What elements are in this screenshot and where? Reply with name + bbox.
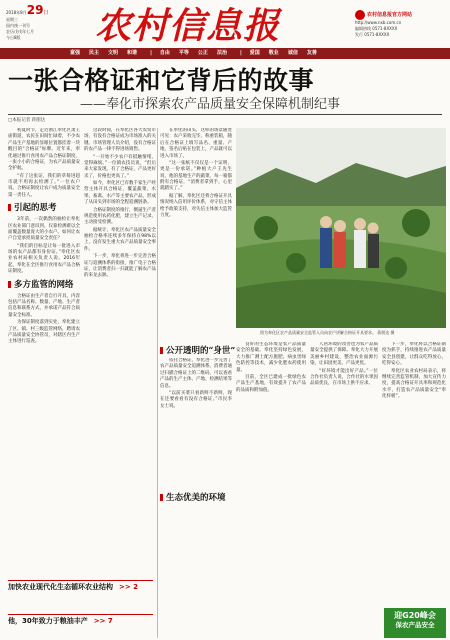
article-column-4	[160, 358, 232, 486]
section-heading: 生态优美的环境	[160, 493, 300, 505]
site-name: 农村信息报官方网站	[367, 12, 413, 18]
section-heading: 多方监管的网络	[8, 279, 80, 291]
nav-item: 爱国	[249, 50, 260, 57]
issue-info	[6, 4, 54, 42]
paragraph: 下一步，奉化将进一步完善合格证与追溯体系的衔接，推广电子合格证，让消费者扫一扫就能了解农产品的来龙去脉。	[84, 254, 156, 279]
article-byline: □本报记者 蒋朋达	[8, 118, 46, 123]
paragraph: 合格证制度的推行，倒逼生产者规范使用农药化肥，建立生产记录，主动接受检测。	[84, 207, 156, 226]
issue-day: 29	[26, 3, 44, 17]
issue-day-suffix: 日	[43, 10, 49, 16]
nav-separator: |	[150, 50, 152, 57]
campaign-banner	[384, 608, 446, 638]
paragraph: “这一张纸不仅仅是一个证明，更是一份承诺。”种植大户王先生说，他的基地生产的蔬菜，每一箱都附有合格证，“消费者拿到手，心里就踏实了。”	[160, 160, 232, 192]
farm-photo-illustration	[236, 128, 446, 328]
paragraph: “有了这张证，我们的草莓进超市就不用再去检测了。”一位农户说。合格证制度让农户成为质量安全第一责任人。	[8, 173, 80, 198]
newspaper-title: 农村信息报	[95, 5, 281, 47]
nav-item: 富强	[70, 50, 81, 57]
nav-item: 民主	[89, 50, 100, 57]
site-line: 编辑热线 0571-8XXXX	[355, 26, 398, 31]
nav-item: 敬业	[268, 50, 279, 57]
paragraph: 初夏时节，走近浙江奉化区萧王庙街道，农民在田间忙碌着，不少农产品生产基地的显眼位置都挂着一块醒目的“合格证”标牌。近年来，奉化通过推行食用农产品合格证制度，一张小小的合格证，为农产品质量安全护航。	[8, 128, 80, 172]
nav-separator: |	[239, 50, 242, 57]
article-column-2	[84, 128, 156, 556]
article-column-7	[382, 342, 446, 558]
paragraph: 依托合格证，奉化进一步完善了农产品质量安全追溯体系。消费者通过扫描合格证上的二维码，可以查看产品的生产主体、产地、检测结果等信息。	[160, 358, 232, 389]
nav-item: 平等	[178, 50, 189, 57]
promo-title: 加快农业现代化生态循环农业结构	[8, 583, 113, 591]
site-line: 发行 0571-8XXXX	[355, 32, 390, 37]
promo-link[interactable]	[8, 614, 153, 628]
column-divider	[157, 128, 158, 638]
paragraph: 奉化区农业农村局表示，将继续完善监管机制，加大宣传力度，提高合格证开具率和规范化水平，打造农产品质量安全“奉化样板”。	[382, 368, 446, 399]
article-headline: 一张合格证和它背后的故事	[8, 66, 315, 95]
paragraph: 合格证由生产者自行开具，内容包括产品名称、数量、产地、生产者信息和联系方式，并承诺产品符合质量安全标准。	[8, 293, 80, 318]
page-ref: >> 2	[119, 583, 139, 591]
paragraph: 在奉化的田头，这样的场景随处可见：农户采收完毕，称重装箱，随后在合格证上填写品名、重量、产地，签名后贴在包装上，产品就可以进入市场了。	[160, 128, 232, 159]
nav-item: 自由	[159, 50, 170, 57]
news-photo	[236, 128, 446, 328]
nav-item: 公正	[197, 50, 208, 57]
issue-line: 今日8版	[6, 34, 21, 40]
article-column-3	[160, 128, 232, 340]
nav-item: 诚信	[287, 50, 298, 57]
section-heading: 引起的思考	[8, 202, 80, 214]
issue-line: 国内统一刊号	[6, 23, 30, 29]
paragraph: 据统计，奉化区农产品质量安全抽检合格率连续多年保持在98%以上，没有发生重大农产品质量安全事件。	[84, 227, 156, 252]
paragraph: 如今，奉化区已有数千家生产经营主体开具合格证，覆盖蔬菜、水果、畜禽、水产等主要农产品，形成了从田头到市场的全程追溯链条。	[84, 181, 156, 206]
photo-caption: 图为奉化区农产品质量安全监管人员向农户讲解合格证开具要求。 蒋朋达 摄	[260, 330, 395, 335]
headline-divider	[8, 114, 442, 115]
issue-date: 2018年8月	[6, 10, 27, 15]
nav-item: 文明	[108, 50, 119, 57]
site-line[interactable]: http://www.nxb.com.cn	[355, 20, 402, 25]
issue-line: 农历戊戌年七月	[6, 28, 34, 34]
paragraph: 这段时间，在奉化区各大农贸市场，有没有合格证成为市场准入的关键。市场管理人员介绍，没有合格证的农产品一律不得进场销售。	[84, 128, 156, 153]
paragraph: “以前买菜只看新鲜不新鲜，现在还要看看有没有合格证。”市民李女士说。	[160, 390, 232, 409]
promo-link[interactable]	[8, 580, 153, 594]
paragraph: “我们的目标是让每一批进入市场的农产品都有身份证。”奉化区农业农村局相关负责人说。2016年起，奉化在全区推行食用农产品合格证制度。	[8, 243, 80, 275]
section-heading: 公开透明的“身世”	[160, 346, 300, 358]
paragraph: 为保证制度落到实处，奉化建立了区、镇、村三级监管网络，聘请农产品质量安全协管员，对辖区内生产主体进行巡查。	[8, 320, 80, 345]
banner-line: 迎G20峰会	[394, 611, 436, 620]
paragraph: 良好的生态环境是农产品质量安全的基础。奉化坚持绿色发展，大力推广测土配方施肥、病虫害绿色防控等技术，减少化肥农药使用量。	[236, 342, 306, 373]
paragraph: 据了解，奉化区还将合格证开具情况纳入信用评价体系，对守信主体给予政策支持，对失信主体加大监管力度。	[160, 193, 232, 218]
paragraph: 人居环境的改善也为农产品质量安全提供了保障。奉化大力开展美丽乡村建设，整治农业面源污染，让田园更美、产品更优。	[310, 342, 378, 367]
article-column-5	[236, 342, 306, 558]
paragraph: 下一步，奉化将以合格证制度为抓手，持续推进农产品质量安全县创建，让群众吃得放心、吃得安心。	[382, 342, 446, 367]
logo-icon	[355, 10, 365, 20]
issue-line: 星期三	[6, 17, 18, 23]
values-nav-bar	[0, 48, 450, 59]
promo-title: 他，30年致力于粮油丰产	[8, 617, 88, 625]
article-column-6	[310, 342, 378, 558]
masthead-site-info	[355, 10, 447, 46]
paragraph: 3年前，一次偶然的抽检让奉化区农业部门意识到，仅靠检测难以全面覆盖数量庞大的小农户。如何让农户自觉承担质量安全责任？	[8, 217, 80, 242]
paragraph: “好环境才能出好产品。”一位合作社负责人说，合作社的水果因品质优良，在市场上供不应求。	[310, 368, 378, 387]
page-ref: >> 7	[93, 617, 113, 625]
article-subhead: ——奉化市探索农产品质量安全保障机制纪事	[80, 97, 341, 112]
nav-item: 友善	[306, 50, 317, 57]
nav-item: 和谐	[127, 50, 138, 57]
paragraph: “一开始不少农户有抵触情绪，觉得麻烦。”一位镇农技员说，“但后来大家发现，有了合格证，产品更好卖了，价格也更高了。”	[84, 154, 156, 179]
banner-line: 保农产品安全	[395, 620, 435, 629]
paragraph: 目前，全区已建成一批绿色农产品生产基地，有效提升了农产品的品质和附加值。	[236, 374, 306, 393]
article-column-1	[8, 128, 80, 556]
nav-item: 法治	[216, 50, 227, 57]
